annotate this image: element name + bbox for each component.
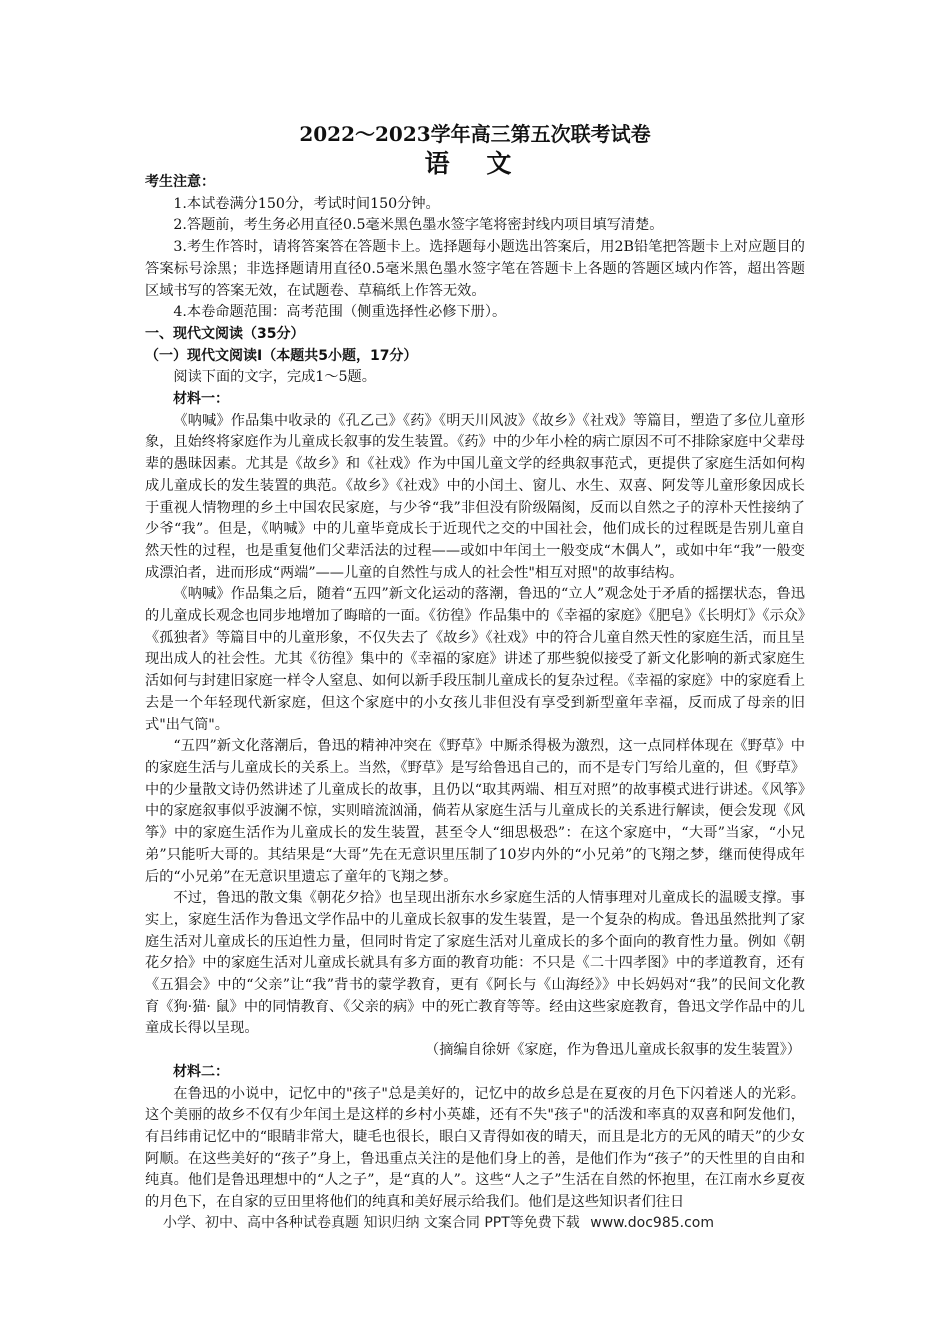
- material1-paragraph: 《呐喊》作品集之后，随着“五四”新文化运动的落潮，鲁迅的“立人”观念处于矛盾的摇摆状态，鲁迅的儿童成长观念也同步地增加了晦暗的一面。《彷徨》作品集中的《幸福的家庭》《肥皂》《长明灯》《示众》《孤独者》等篇目中的儿童形象，不仅失去了《故乡》《社戏》中的符合儿童自然天性的家庭生活，而且呈现出成人的社会性。尤其《彷徨》集中的《幸福的家庭》讲述了那些貌似接受了新文化影响的新式家庭生活如何与封建旧家庭一样令人窒息、如何以新手段压制儿童成长的复杂过程。《幸福的家庭》中的家庭看上去是一个年轻现代新家庭，但这个家庭中的小女孩儿非但没有享受到新型童年幸福，反而成了母亲的旧式"出气筒"。: [145, 586, 805, 733]
- material2-label: 材料二：: [173, 1063, 229, 1080]
- material1-paragraph: 不过，鲁迅的散文集《朝花夕拾》也呈现出浙东水乡家庭生活的人情事理对儿童成长的温暖支撑。事实上，家庭生活作为鲁迅文学作品中的儿童成长叙事的发生装置，是一个复杂的构成。鲁迅虽然批判了家庭生活对儿童成长的压迫性力量，但同时肯定了家庭生活对儿童成长的多个面向的教育性力量。例如《朝花夕拾》中的家庭生活对儿童成长就具有多方面的教育功能：不只是《二十四孝图》中的孝道教育，还有《五猖会》中的“父亲”让“我”背书的蒙学教育，更有《阿长与《山海经》》中长妈妈对“我”的民间文化教育《狗·猫· 鼠》中的同情教育、《父亲的病》中的死亡教育等等。经由这些家庭教育，鲁迅文学作品中的儿童成长得以呈现。: [145, 890, 805, 1037]
- subject-title: 语 文: [424, 149, 526, 178]
- subsection-heading: （一）现代文阅读Ⅰ（本题共5小题，17分）: [145, 347, 418, 364]
- notice-heading: 考生注意：: [145, 174, 215, 190]
- material1-source: （摘编自徐妍《家庭，作为鲁迅儿童成长叙事的发生装置》）: [425, 1042, 801, 1059]
- material1-paragraph: “五四”新文化落潮后，鲁迅的精神冲突在《野草》中厮杀得极为激烈，这一点同样体现在《野草》中的家庭生活与儿童成长的关系上。当然，《野草》是写给鲁迅自己的，而不是专门写给儿童的，但《野草》中的少量散文诗仍然讲述了儿童成长的故事，且仍以“取其两端、相互对照”的故事模式进行讲述。《风筝》中的家庭叙事似乎波澜不惊，实则暗流汹涌，倘若从家庭生活与儿童成长的关系进行解读，便会发现《风筝》中的家庭生活作为儿童成长的发生装置，甚至令人“细思极恐”：在这个家庭中，“大哥”当家，“小兄弟”只能听大哥的。其结果是“大哥”先在无意识里压制了10岁内外的“小兄弟”的飞翔之梦，继而使得成年后的“小兄弟”在无意识里遗忘了童年的飞翔之梦。: [145, 738, 805, 885]
- exam-content: [145, 172, 805, 1214]
- page-footer: [163, 1212, 803, 1232]
- section-heading: 一、现代文阅读（35分）: [145, 325, 305, 342]
- notice-item-4: 4.本卷命题范围：高考范围（侧重选择性必修下册）。: [173, 304, 507, 321]
- notice-item-1: 1.本试卷满分150分，考试时间150分钟。: [173, 195, 440, 212]
- notice-item-3: 3.考生作答时，请将答案答在答题卡上。选择题每小题选出答案后，用2B铅笔把答题卡上对应题目的答案标号涂黑；非选择题请用直径0.5毫米黑色墨水签字笔在答题卡上各题的答题区域内作答，超出答题区域书写的答案无效，在试题卷、草稿纸上作答无效。: [145, 239, 805, 299]
- material2-paragraph: 在鲁迅的小说中，记忆中的"孩子"总是美好的，记忆中的故乡总是在夏夜的月色下闪着迷人的光彩。这个美丽的故乡不仅有少年闰土是这样的乡村小英雄，还有不失"孩子"的活泼和率真的双喜和阿发他们，有吕纬甫记忆中的“眼睛非常大，睫毛也很长，眼白又青得如夜的晴天，而且是北方的无风的晴天”的少女阿顺。在这些美好的“孩子”身上，鲁迅重点关注的是他们身上的善，是他们作为“孩子”的天性里的自由和纯真。他们是鲁迅理想中的“人之子”，是“真的人”。这些“人之子”生活在自然的怀抱里，在江南水乡夏夜的月色下，在自家的豆田里将他们的纯真和美好展示给我们。他们是这些知识者们往日: [145, 1085, 805, 1211]
- exam-title: 2022～2023学年高三第五次联考试卷: [299, 122, 651, 146]
- material1-paragraph: 《呐喊》作品集中收录的《孔乙己》《药》《明天川风波》《故乡》《社戏》等篇目，塑造了多位儿童形象，且始终将家庭作为儿童成长叙事的发生装置。《药》中的少年小栓的病亡原因不可不排除家庭中父辈母辈的愚昧因素。尤其是《故乡》和《社戏》作为中国儿童文学的经典叙事范式，更提供了家庭生活如何构成儿童成长的发生装置的典范。《故乡》《社戏》中的小闰土、窗儿、水生、双喜、阿发等儿童形象因成长于重视人情物理的乡土中国农民家庭，与少爷“我”非但没有阶级隔阂，反而以自然之子的淳朴天性接纳了少爷“我”。但是，《呐喊》中的儿童毕竟成长于近现代之交的中国社会，他们成长的过程既是告别儿童自然天性的过程，也是重复他们父辈活法的过程——或如中年闰土一般变成“木偶人”，或如中年“我”一般变成漂泊者，进而形成“两端”——儿童的自然性与成人的社会性"相互对照"的故事结构。: [145, 412, 805, 581]
- footer-text: 小学、初中、高中各种试卷真题 知识归纳 文案合同 PPT等免费下载: [163, 1215, 580, 1231]
- notice-item-2: 2.答题前，考生务必用直径0.5毫米黑色墨水签字笔将密封线内项目填写清楚。: [173, 217, 664, 234]
- reading-instruction: 阅读下面的文字，完成1～5题。: [173, 369, 376, 386]
- footer-site-link[interactable]: www.doc985.com: [590, 1215, 714, 1231]
- material1-label: 材料一：: [173, 391, 229, 408]
